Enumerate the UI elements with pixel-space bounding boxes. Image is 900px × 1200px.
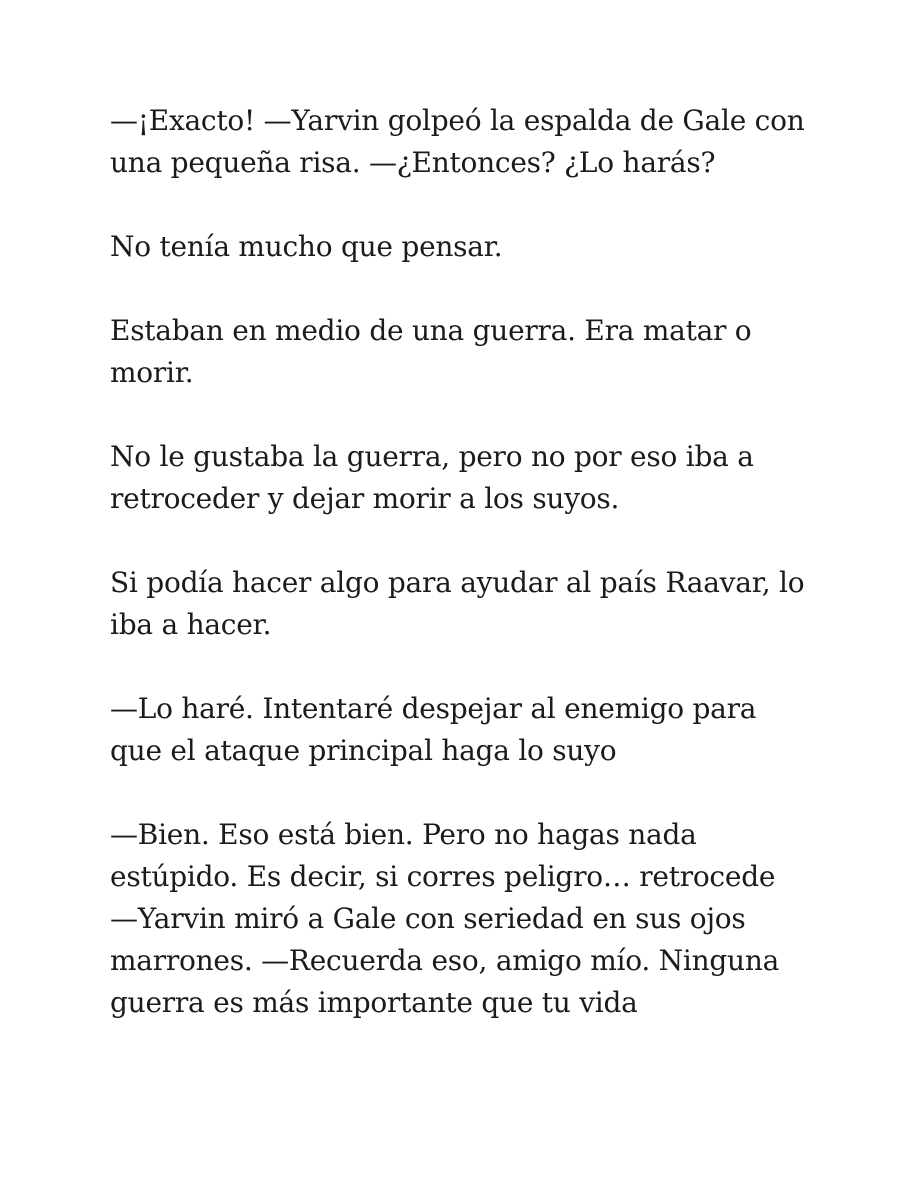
text-line: estúpido. Es decir, si corres peligro… retrocede bbox=[110, 860, 776, 893]
paragraph bbox=[110, 310, 810, 394]
text-line: No tenía mucho que pensar. bbox=[110, 230, 503, 263]
paragraph bbox=[110, 688, 810, 772]
text-line: —Yarvin miró a Gale con seriedad en sus ojos bbox=[110, 902, 746, 935]
text-line: —Bien. Eso está bien. Pero no hagas nada bbox=[110, 818, 697, 851]
text-line: morir. bbox=[110, 356, 194, 389]
paragraph bbox=[110, 436, 810, 520]
paragraph bbox=[110, 226, 810, 268]
text-line: que el ataque principal haga lo suyo bbox=[110, 734, 617, 767]
text-line: Estaban en medio de una guerra. Era matar o bbox=[110, 314, 752, 347]
text-line: —Lo haré. Intentaré despejar al enemigo para bbox=[110, 692, 757, 725]
text-line: —¡Exacto! —Yarvin golpeó la espalda de Gale con bbox=[110, 104, 805, 137]
text-line: marrones. —Recuerda eso, amigo mío. Ninguna bbox=[110, 944, 780, 977]
text-line: guerra es más importante que tu vida bbox=[110, 986, 638, 1019]
text-line: iba a hacer. bbox=[110, 608, 272, 641]
text-line: Si podía hacer algo para ayudar al país Raavar, lo bbox=[110, 566, 805, 599]
paragraph bbox=[110, 100, 810, 184]
text-line: No le gustaba la guerra, pero no por eso iba a bbox=[110, 440, 754, 473]
text-line: retroceder y dejar morir a los suyos. bbox=[110, 482, 620, 515]
text-body bbox=[110, 100, 810, 1066]
paragraph bbox=[110, 814, 810, 1024]
paragraph bbox=[110, 562, 810, 646]
text-line: una pequeña risa. —¿Entonces? ¿Lo harás? bbox=[110, 146, 716, 179]
